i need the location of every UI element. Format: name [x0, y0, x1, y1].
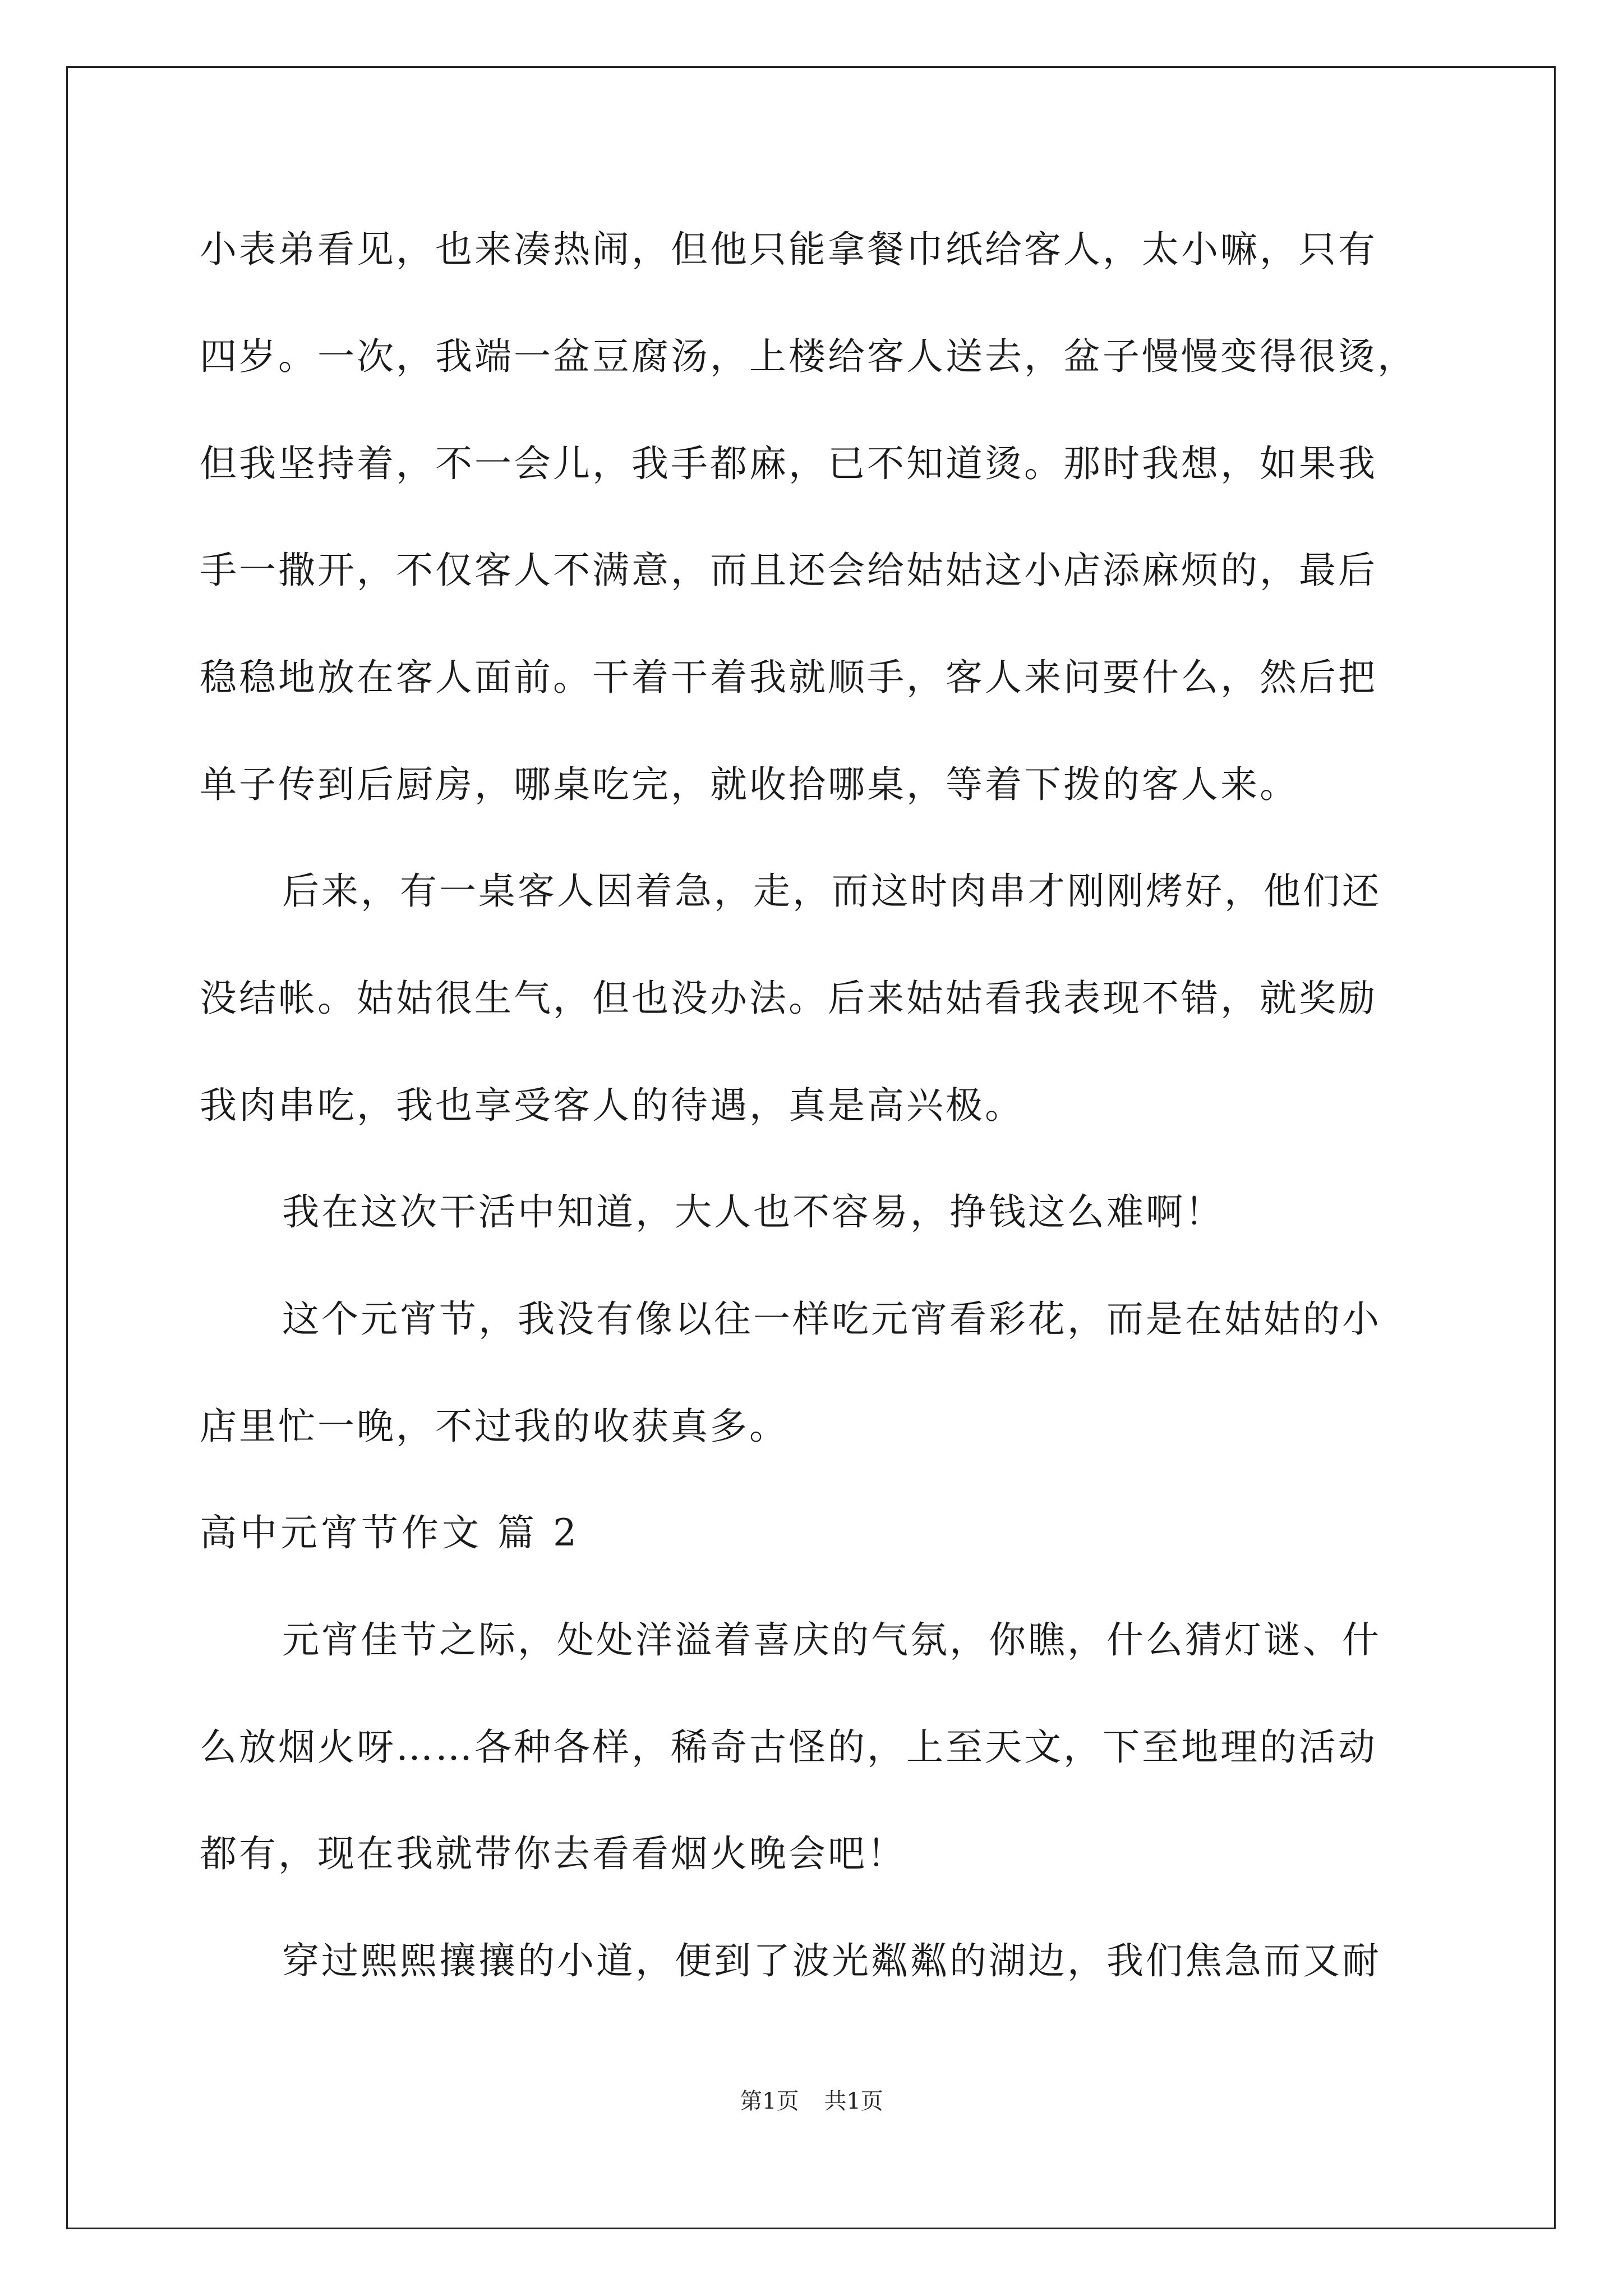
page-total: 共1页 [824, 2088, 883, 2114]
text-line: 都有，现在我就带你去看看烟火晚会吧！ [200, 1832, 906, 1875]
text-line: 小表弟看见，也来凑热闹，但他只能拿餐巾纸给客人，太小嘛，只有 [200, 228, 1377, 271]
text-line: 四岁。一次，我端一盆豆腐汤，上楼给客人送去，盆子慢慢变得很烫， [200, 335, 1417, 378]
text-line: 我肉串吃，我也享受客人的待遇，真是高兴极。 [200, 1084, 1024, 1127]
paragraph-first-line: 元宵佳节之际，处处洋溢着喜庆的气氛，你瞧，什么猜灯谜、什 [282, 1618, 1381, 1662]
page-footer [0, 2088, 1623, 2115]
paragraph-first-line: 穿过熙熙攘攘的小道，便到了波光粼粼的湖边，我们焦急而又耐 [282, 1939, 1381, 1982]
paragraph-first-line: 后来，有一桌客人因着急，走，而这时肉串才刚刚烤好，他们还 [282, 869, 1381, 913]
text-line: 单子传到后厨房，哪桌吃完，就收拾哪桌，等着下拨的客人来。 [200, 763, 1299, 806]
text-line: 手一撒开，不仅客人不满意，而且还会给姑姑这小店添麻烦的，最后 [200, 549, 1377, 592]
section-heading: 高中元宵节作文 篇 2 [200, 1511, 580, 1554]
text-line: 没结帐。姑姑很生气，但也没办法。后来姑姑看我表现不错，就奖励 [200, 977, 1377, 1020]
paragraph-first-line: 这个元宵节，我没有像以往一样吃元宵看彩花，而是在姑姑的小 [282, 1297, 1381, 1341]
paragraph-first-line: 我在这次干活中知道，大人也不容易，挣钱这么难啊！ [282, 1190, 1224, 1234]
page-number: 第1页 [740, 2088, 799, 2114]
text-line: 稳稳地放在客人面前。干着干着我就顺手，客人来问要什么，然后把 [200, 656, 1377, 699]
text-line: 店里忙一晚，不过我的收获真多。 [200, 1405, 789, 1448]
page-border [66, 66, 1556, 2229]
text-line: 但我坚持着，不一会儿，我手都麻，已不知道烫。那时我想，如果我 [200, 442, 1377, 485]
text-line: 么放烟火呀……各种各样，稀奇古怪的，上至天文，下至地理的活动 [200, 1726, 1377, 1769]
